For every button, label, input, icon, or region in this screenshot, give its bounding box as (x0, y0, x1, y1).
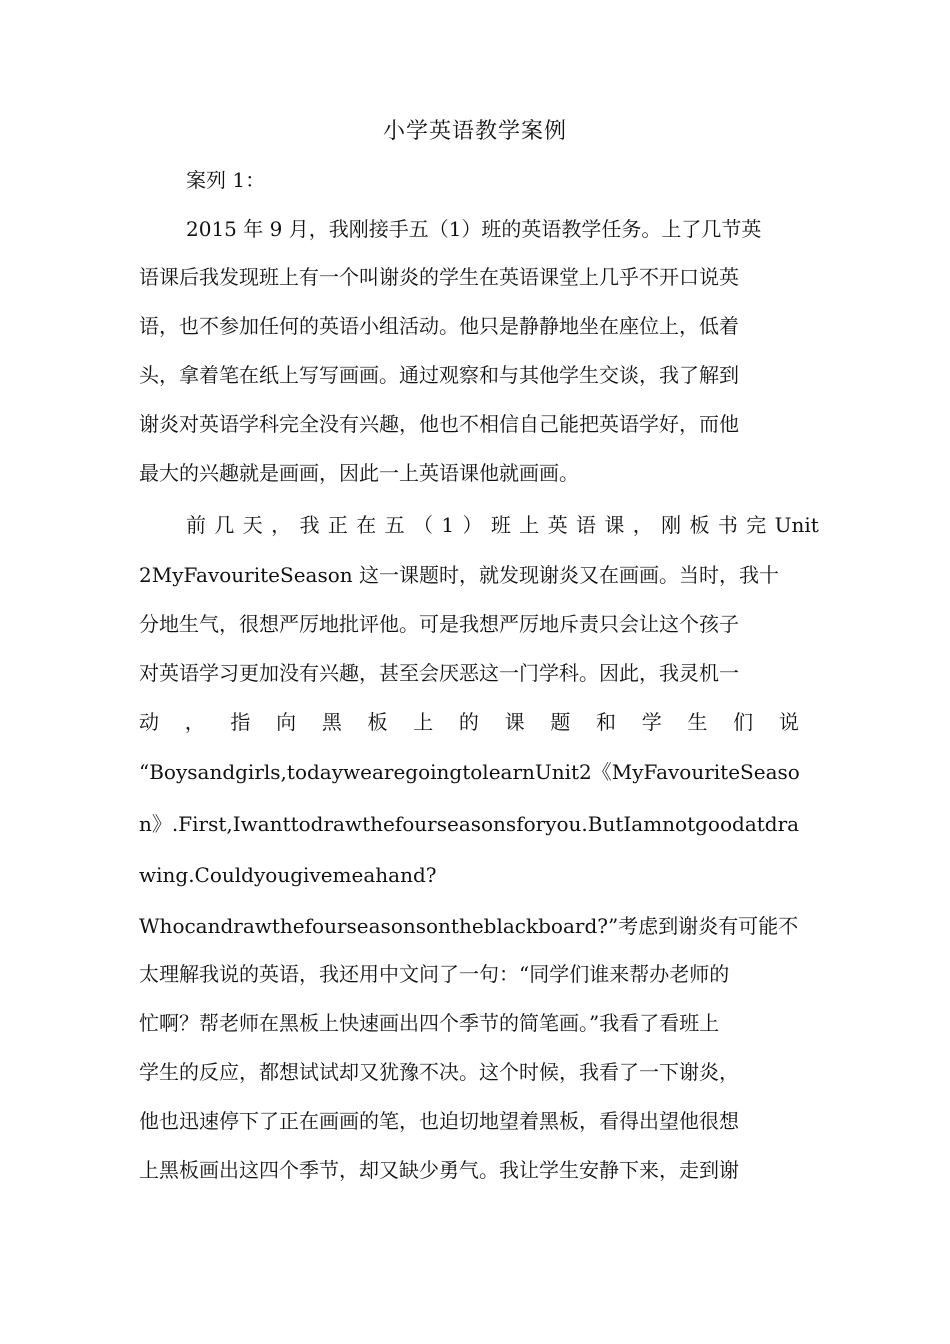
paragraph-line: 分地生气，很想严厉地批评他。可是我想严厉地斥责只会让这个孩子 (139, 612, 739, 636)
paragraph-line-justified: 前 几 天 ， 我 正 在 五 （ 1 ） 班 上 英 语 课 ， 刚 板 书 完 Unit (186, 513, 819, 537)
document-title: 小学英语教学案例 (382, 119, 567, 144)
paragraph-line: 对英语学习更加没有兴趣，甚至会厌恶这一门学科。因此，我灵机一 (139, 661, 739, 685)
paragraph-line: 语，也不参加任何的英语小组活动。他只是静静地坐在座位上，低着 (139, 314, 739, 338)
paragraph-line: 忙啊？帮老师在黑板上快速画出四个季节的简笔画。”我看了看班上 (139, 1011, 720, 1035)
paragraph-line: wing.Couldyougivemeahand? (139, 863, 437, 887)
paragraph-line: n》.First,Iwanttodrawthefourseasonsforyou.ButIamnotgoodatdra (139, 812, 800, 836)
paragraph-line: “Boysandgirls,todaywearegoingtolearnUnit2《MyFavouriteSeaso (139, 760, 800, 784)
paragraph-line: 学生的反应，都想试试却又犹豫不决。这个时候，我看了一下谢炎， (139, 1060, 739, 1084)
paragraph-line-justified: 动 ， 指 向 黑 板 上 的 课 题 和 学 生 们 说 (139, 710, 799, 734)
paragraph-line: 太理解我说的英语，我还用中文问了一句：“同学们谁来帮办老师的 (139, 962, 730, 986)
paragraph-line: 上黑板画出这四个季节，却又缺少勇气。我让学生安静下来，走到谢 (139, 1158, 739, 1182)
case-label: 案列 1： (186, 168, 266, 192)
paragraph-line: 最大的兴趣就是画画，因此一上英语课他就画画。 (139, 461, 579, 485)
paragraph-line: 头，拿着笔在纸上写写画画。通过观察和与其他学生交谈，我了解到 (139, 363, 739, 387)
paragraph-line: 2015 年 9 月，我刚接手五（1）班的英语教学任务。上了几节英 (186, 217, 762, 241)
paragraph-line: 谢炎对英语学科完全没有兴趣，他也不相信自己能把英语学好，而他 (139, 412, 739, 436)
paragraph-line: 他也迅速停下了正在画画的笔，也迫切地望着黑板，看得出望他很想 (139, 1109, 739, 1133)
paragraph-line: 2MyFavouriteSeason 这一课题时，就发现谢炎又在画画。当时，我十 (139, 563, 779, 587)
paragraph-line: Whocandrawthefourseasonsontheblackboard?”考虑到谢炎有可能不 (139, 914, 799, 938)
paragraph-line: 语课后我发现班上有一个叫谢炎的学生在英语课堂上几乎不开口说英 (139, 265, 739, 289)
